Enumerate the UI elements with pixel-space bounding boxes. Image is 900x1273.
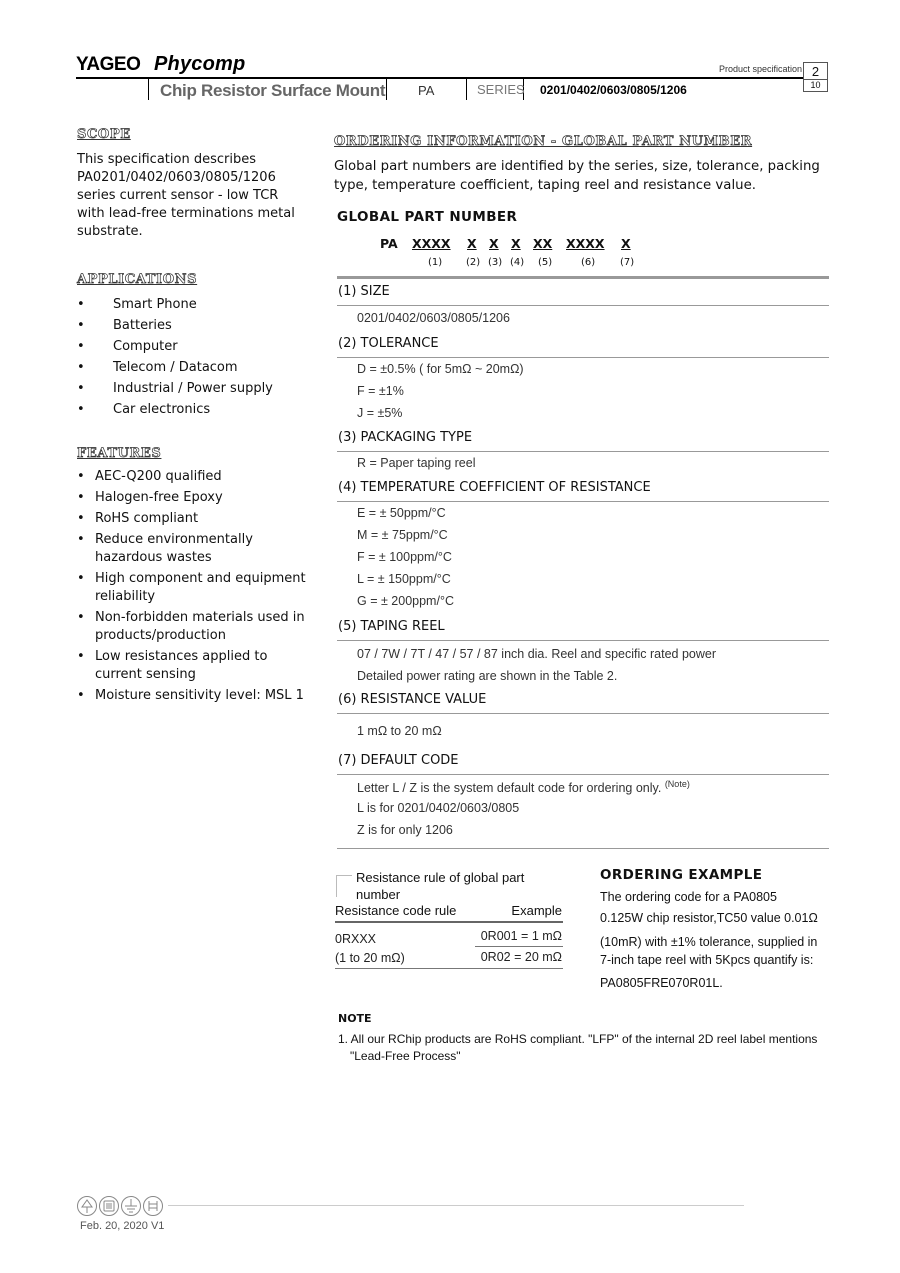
page-total: 10 [810, 80, 821, 90]
footer-certification-icons [76, 1195, 168, 1217]
tcr-option: M = ± 75ppm/°C [357, 528, 448, 542]
battery-icon [144, 1197, 163, 1216]
list-item: • Batteries [77, 315, 307, 336]
default-code-heading: (7) DEFAULT CODE [338, 753, 459, 768]
list-item: • Smart Phone [77, 294, 307, 315]
table-rule [335, 921, 563, 923]
ordering-example-line: 0.125W chip resistor,TC50 value 0.01Ω [600, 911, 818, 925]
taping-reel-heading: (5) TAPING REEL [338, 619, 445, 634]
applications-list [77, 294, 307, 420]
series-sizes: 0201/0402/0603/0805/1206 [540, 83, 687, 97]
note-text: 1. All our RChip products are RoHS compliant. "LFP" of the internal 2D reel label mentions "Lead-Free Process" [338, 1032, 818, 1063]
default-code-text: L is for 0201/0402/0603/0805 [357, 801, 520, 815]
table-header-rule: Resistance code rule [335, 903, 457, 918]
series-code: PA [418, 83, 435, 98]
default-code-text: Z is for only 1206 [357, 823, 453, 837]
gpn-number: (4) [510, 257, 525, 268]
gpn-prefix: PA [380, 236, 398, 251]
gpn-part-default: X [621, 236, 631, 251]
note-reference: (Note) [664, 779, 690, 789]
section-rule [337, 357, 829, 358]
list-item: • Halogen-free Epoxy [77, 490, 223, 505]
list-item: • Low resistances applied to current sensing [77, 649, 268, 682]
tcr-heading: (4) TEMPERATURE COEFFICIENT OF RESISTANCE [338, 480, 651, 495]
gpn-number: (1) [428, 257, 443, 268]
gpn-part-size: XXXX [412, 236, 451, 251]
page-number: 2 [811, 64, 820, 79]
bullet: • [77, 360, 85, 375]
resistance-value-heading: (6) RESISTANCE VALUE [338, 692, 487, 707]
list-item: • High component and equipment reliability [77, 571, 306, 604]
yageo-logo: YAGEO [76, 54, 141, 75]
series-label: SERIES [477, 82, 525, 97]
header-divider [148, 78, 149, 100]
phycomp-logo: Phycomp [154, 53, 246, 75]
table-cell-example: 0R001 = 1 mΩ [480, 929, 562, 943]
footer-date: Feb. 20, 2020 V1 [80, 1220, 165, 1232]
features-list [77, 468, 307, 708]
taping-reel-text: 07 / 7W / 7T / 47 / 57 / 87 inch dia. Reel and specific rated power [357, 647, 716, 661]
gpn-title: GLOBAL PART NUMBER [337, 209, 518, 225]
header-divider [386, 78, 387, 100]
list-item: • Computer [77, 336, 307, 357]
certification-icons [76, 1195, 168, 1217]
section-rule [337, 713, 829, 714]
table-header-example: Example [511, 903, 562, 918]
gpn-number: (2) [466, 257, 481, 268]
ordering-example-line: 7-inch tape reel with 5Kpcs quantify is: [600, 953, 814, 967]
tcr-option: G = ± 200ppm/°C [357, 594, 454, 608]
section-rule [337, 774, 829, 775]
bullet: • [77, 402, 85, 417]
ordering-example-line: The ordering code for a PA0805 [600, 890, 777, 904]
scope-heading: SCOPE [77, 127, 131, 142]
table-cell-rule-code: 0RXXX [335, 932, 376, 946]
page-indicator [803, 62, 828, 92]
list-item: • Industrial / Power supply [77, 378, 307, 399]
list-item: • AEC-Q200 qualified [77, 469, 222, 484]
list-item: • RoHS compliant [77, 511, 199, 526]
list-item: • Telecom / Datacom [77, 357, 307, 378]
table-corner-mark [336, 875, 352, 897]
gpn-part-tcr: X [511, 236, 521, 251]
tolerance-heading: (2) TOLERANCE [338, 336, 439, 351]
section-rule [337, 640, 829, 641]
gpn-number: (6) [581, 257, 596, 268]
features-heading: FEATURES [77, 446, 162, 461]
gpn-part-tolerance: X [467, 236, 477, 251]
packaging-heading: (3) PACKAGING TYPE [338, 430, 473, 445]
bullet: • [77, 318, 85, 333]
tcr-option: F = ± 100ppm/°C [357, 550, 452, 564]
bullet: • [77, 381, 85, 396]
tolerance-option: F = ±1% [357, 384, 404, 398]
resistance-value-range: 1 mΩ to 20 mΩ [357, 724, 442, 738]
product-spec-label: Product specification [718, 64, 802, 74]
tolerance-option: D = ±0.5% ( for 5mΩ ~ 20mΩ) [357, 362, 524, 376]
list-item: • Non-forbidden materials used in products/production [77, 610, 305, 643]
scope-text: This specification describes PA0201/0402/0603/0805/1206 series current sensor - low TCR with lead-free terminations metal substrate. [77, 152, 295, 239]
default-code-text: Letter L / Z is the system default code for ordering only. $^{(Note)}$ [357, 779, 690, 796]
section-rule [337, 848, 829, 849]
gpn-number: (5) [538, 257, 553, 268]
gpn-number: (3) [488, 257, 503, 268]
document-title: Chip Resistor Surface Mount [160, 81, 386, 100]
table-rule [475, 946, 563, 947]
ordering-example-code: PA0805FRE070R01L. [600, 976, 723, 990]
tcr-option: L = ± 150ppm/°C [357, 572, 451, 586]
tree-icon [82, 1200, 92, 1213]
table-rule [335, 968, 563, 969]
ordering-heading: ORDERING INFORMATION - GLOBAL PART NUMBER [334, 134, 753, 149]
bullet: • [77, 297, 85, 312]
list-item: • Reduce environmentally hazardous wastes [77, 532, 253, 565]
footer-rule [168, 1205, 744, 1206]
taping-reel-text: Detailed power rating are shown in the Table 2. [357, 669, 618, 683]
size-value: 0201/0402/0603/0805/1206 [357, 311, 510, 325]
bullet: • [77, 339, 85, 354]
section-rule [337, 501, 829, 502]
resistance-rule-caption: Resistance rule of global part number [356, 870, 525, 902]
size-heading: (1) SIZE [338, 284, 390, 299]
ordering-intro: Global part numbers are identified by the series, size, tolerance, packing type, temperature coefficient, taping reel and resistance value. [334, 159, 820, 193]
tolerance-option: J = ±5% [357, 406, 403, 420]
header-rule [76, 77, 803, 79]
table-cell-example: 0R02 = 20 mΩ [480, 950, 562, 964]
gpn-number: (7) [620, 257, 635, 268]
ordering-example-line: (10mR) with ±1% tolerance, supplied in [600, 935, 818, 949]
note-title: NOTE [338, 1012, 372, 1025]
ordering-example-title: ORDERING EXAMPLE [600, 867, 763, 883]
section-rule [337, 276, 829, 279]
gpn-part-reel: XX [533, 236, 553, 251]
section-rule [337, 305, 829, 306]
header-divider [466, 78, 467, 100]
list-item: • Car electronics [77, 399, 307, 420]
gpn-part-packaging: X [489, 236, 499, 251]
table-cell-rule-range: (1 to 20 mΩ) [335, 951, 405, 965]
list-item: • Moisture sensitivity level: MSL 1 [77, 688, 304, 703]
packaging-option: R = Paper taping reel [357, 456, 476, 470]
section-rule [337, 451, 829, 452]
applications-heading: APPLICATIONS [77, 272, 198, 287]
gpn-part-resistance: XXXX [566, 236, 605, 251]
tcr-option: E = ± 50ppm/°C [357, 506, 446, 520]
